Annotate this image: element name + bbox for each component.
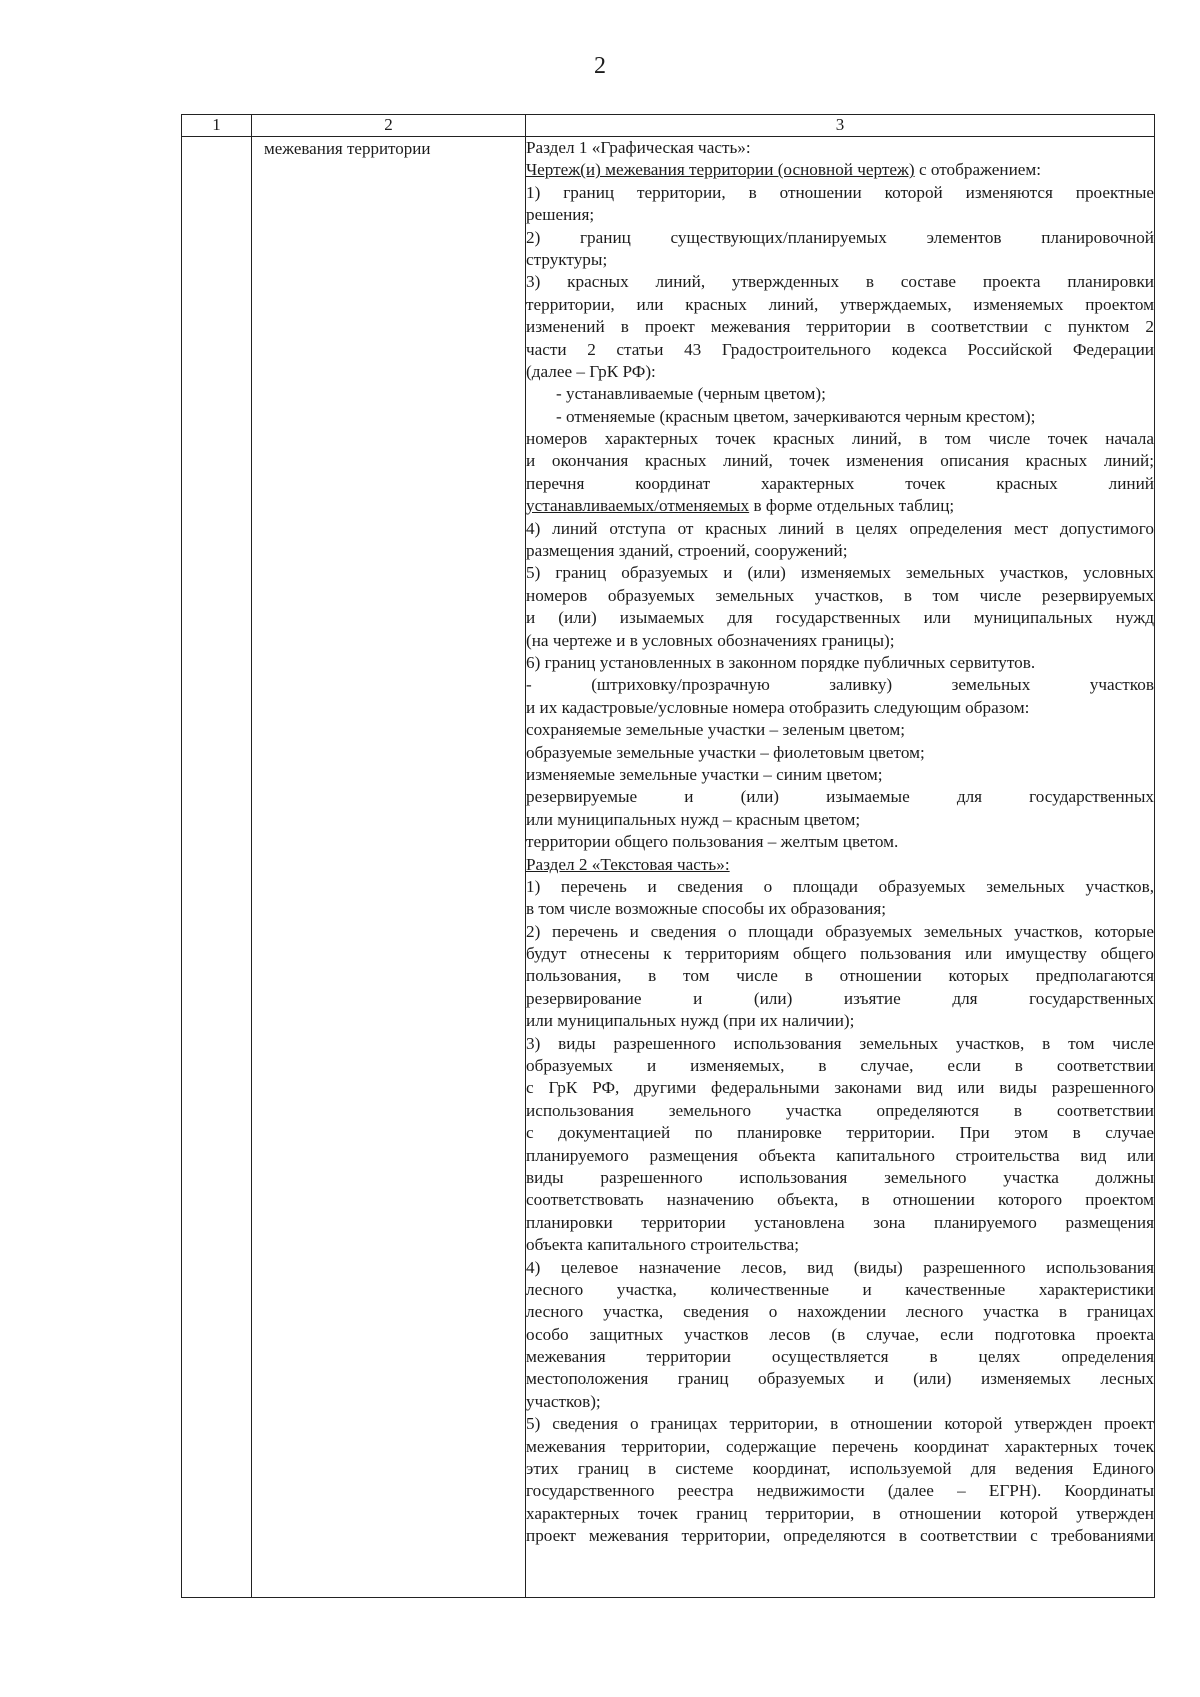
text-line <box>526 159 1154 181</box>
text-line: решения; <box>526 205 595 225</box>
column-2-cell <box>252 137 526 1598</box>
column-1-cell <box>182 137 252 1598</box>
text-line: и окончания красных линий, точек изменения описания красных линий; <box>526 451 1154 471</box>
underlined-text: устанавливаемых/отменяемых <box>526 496 750 516</box>
text-line: образуемых и изменяемых, в случае, если в соответствии <box>526 1056 1154 1076</box>
text-line: резервируемые и (или) изымаемые для государственных <box>526 787 1154 807</box>
table-header-row <box>182 115 1155 137</box>
text-line: резервирование и (или) изъятие для государственных <box>526 988 1154 1008</box>
underlined-text: Чертеж(и) межевания территории (основной чертеж) <box>526 160 915 180</box>
text-line: и (или) изымаемых для государственных или муниципальных нужд <box>526 608 1154 628</box>
text-line: и их кадастровые/условные номера отобразить следующим образом: <box>526 697 1030 717</box>
underlined-text: Раздел 2 «Текстовая часть»: <box>526 854 730 874</box>
text-line: части 2 статьи 43 Градостроительного кодекса Российской Федерации <box>526 339 1154 359</box>
text-line: использования земельного участка определяются в соответствии <box>526 1100 1154 1120</box>
text-line: лесного участка, сведения о нахождении лесного участка в границах <box>526 1302 1154 1322</box>
text-line: лесного участка, количественные и качественные характеристики <box>526 1279 1154 1299</box>
page-number: 2 <box>594 53 606 79</box>
text-line: государственного реестра недвижимости (далее – ЕГРН). Координаты <box>526 1481 1154 1501</box>
text-line: структуры; <box>526 249 608 269</box>
line-text: с отображением: <box>914 160 1042 180</box>
text-line <box>526 495 1154 517</box>
text-line: проект межевания территории, определяются в соответствии с требованиями <box>526 1526 1154 1546</box>
text-line: - устанавливаемые (черным цветом); <box>556 384 826 404</box>
line-text: в форме отдельных таблиц; <box>749 496 955 516</box>
text-line: виды разрешенного использования земельного участка должны <box>526 1167 1154 1187</box>
header-cell-1: 1 <box>182 115 252 137</box>
table-row <box>182 137 1155 1598</box>
text-line: 4) линий отступа от красных линий в целях определения мест допустимого <box>526 518 1154 538</box>
text-line: - (штриховку/прозрачную заливку) земельных участков <box>526 675 1154 695</box>
text-line: Раздел 1 «Графическая часть»: <box>526 138 751 157</box>
text-line: (далее – ГрК РФ): <box>526 361 656 381</box>
header-cell-3: 3 <box>526 115 1155 137</box>
text-line: (на чертеже и в условных обозначениях границы); <box>526 630 895 650</box>
text-line: - отменяемые (красным цветом, зачеркиваются черным крестом); <box>556 406 1036 426</box>
requirements-table <box>181 114 1155 1598</box>
text-line: 1) границ территории, в отношении которой изменяются проектные <box>526 182 1154 202</box>
text-line: или муниципальных нужд – красным цветом; <box>526 809 861 829</box>
text-line: перечня координат характерных точек красных линий <box>526 473 1154 493</box>
text-line: с документацией по планировке территории. При этом в случае <box>526 1123 1154 1143</box>
text-line: 6) границ установленных в законном порядке публичных сервитутов. <box>526 652 1036 672</box>
text-line: 3) виды разрешенного использования земельных участков, в том числе <box>526 1033 1154 1053</box>
text-line: сохраняемые земельные участки – зеленым цветом; <box>526 720 906 740</box>
text-line: планируемого размещения объекта капитального строительства вид или <box>526 1145 1154 1165</box>
text-line: номеров образуемых земельных участков, в том числе резервируемых <box>526 585 1154 605</box>
text-line: 5) границ образуемых и (или) изменяемых земельных участков, условных <box>526 563 1154 583</box>
text-line: 5) сведения о границах территории, в отношении которой утвержден проект <box>526 1414 1154 1434</box>
text-line: размещения зданий, строений, сооружений; <box>526 541 848 561</box>
text-line: 2) перечень и сведения о площади образуемых земельных участков, которые <box>526 921 1154 941</box>
document-type-label: межевания территории <box>264 139 431 158</box>
text-line: 2) границ существующих/планируемых элементов планировочной <box>526 227 1154 247</box>
header-cell-2: 2 <box>252 115 526 137</box>
text-line: образуемые земельные участки – фиолетовым цветом; <box>526 742 925 762</box>
text-line: участков); <box>526 1391 601 1411</box>
text-line: или муниципальных нужд (при их наличии); <box>526 1011 855 1031</box>
text-line: 1) перечень и сведения о площади образуемых земельных участков, <box>526 876 1154 896</box>
text-line: планировки территории установлена зона планируемого размещения <box>526 1212 1154 1232</box>
text-line <box>526 854 1154 876</box>
text-line: с ГрК РФ, другими федеральными законами вид или виды разрешенного <box>526 1078 1154 1098</box>
text-line: межевания территории, содержащие перечень координат характерных точек <box>526 1436 1154 1456</box>
text-line: объекта капитального строительства; <box>526 1235 800 1255</box>
text-line: номеров характерных точек красных линий, в том числе точек начала <box>526 429 1154 449</box>
text-line: этих границ в системе координат, используемой для ведения Единого <box>526 1459 1154 1479</box>
text-line: особо защитных участков лесов (в случае, если подготовка проекта <box>526 1324 1154 1344</box>
text-line: 3) красных линий, утвержденных в составе проекта планировки <box>526 272 1154 292</box>
text-line: межевания территории осуществляется в целях определения <box>526 1347 1154 1367</box>
text-line: изменяемые земельные участки – синим цветом; <box>526 764 883 784</box>
text-line: территории общего пользования – желтым цветом. <box>526 832 899 852</box>
text-line: 4) целевое назначение лесов, вид (виды) разрешенного использования <box>526 1257 1154 1277</box>
text-line: характерных точек границ территории, в отношении которой утвержден <box>526 1503 1154 1523</box>
requirements-text <box>526 137 1154 1548</box>
column-3-cell <box>526 137 1155 1598</box>
text-line: изменений в проект межевания территории в соответствии с пунктом 2 <box>526 317 1154 337</box>
text-line: местоположения границ образуемых и (или) изменяемых лесных <box>526 1369 1154 1389</box>
text-line: соответствовать назначению объекта, в отношении которого проектом <box>526 1190 1154 1210</box>
text-line: в том числе возможные способы их образования; <box>526 899 887 919</box>
text-line: пользования, в том числе в отношении которых предполагаются <box>526 966 1154 986</box>
text-line: будут отнесены к территориям общего пользования или имуществу общего <box>526 944 1154 964</box>
text-line: территории, или красных линий, утверждаемых, изменяемых проектом <box>526 294 1154 314</box>
